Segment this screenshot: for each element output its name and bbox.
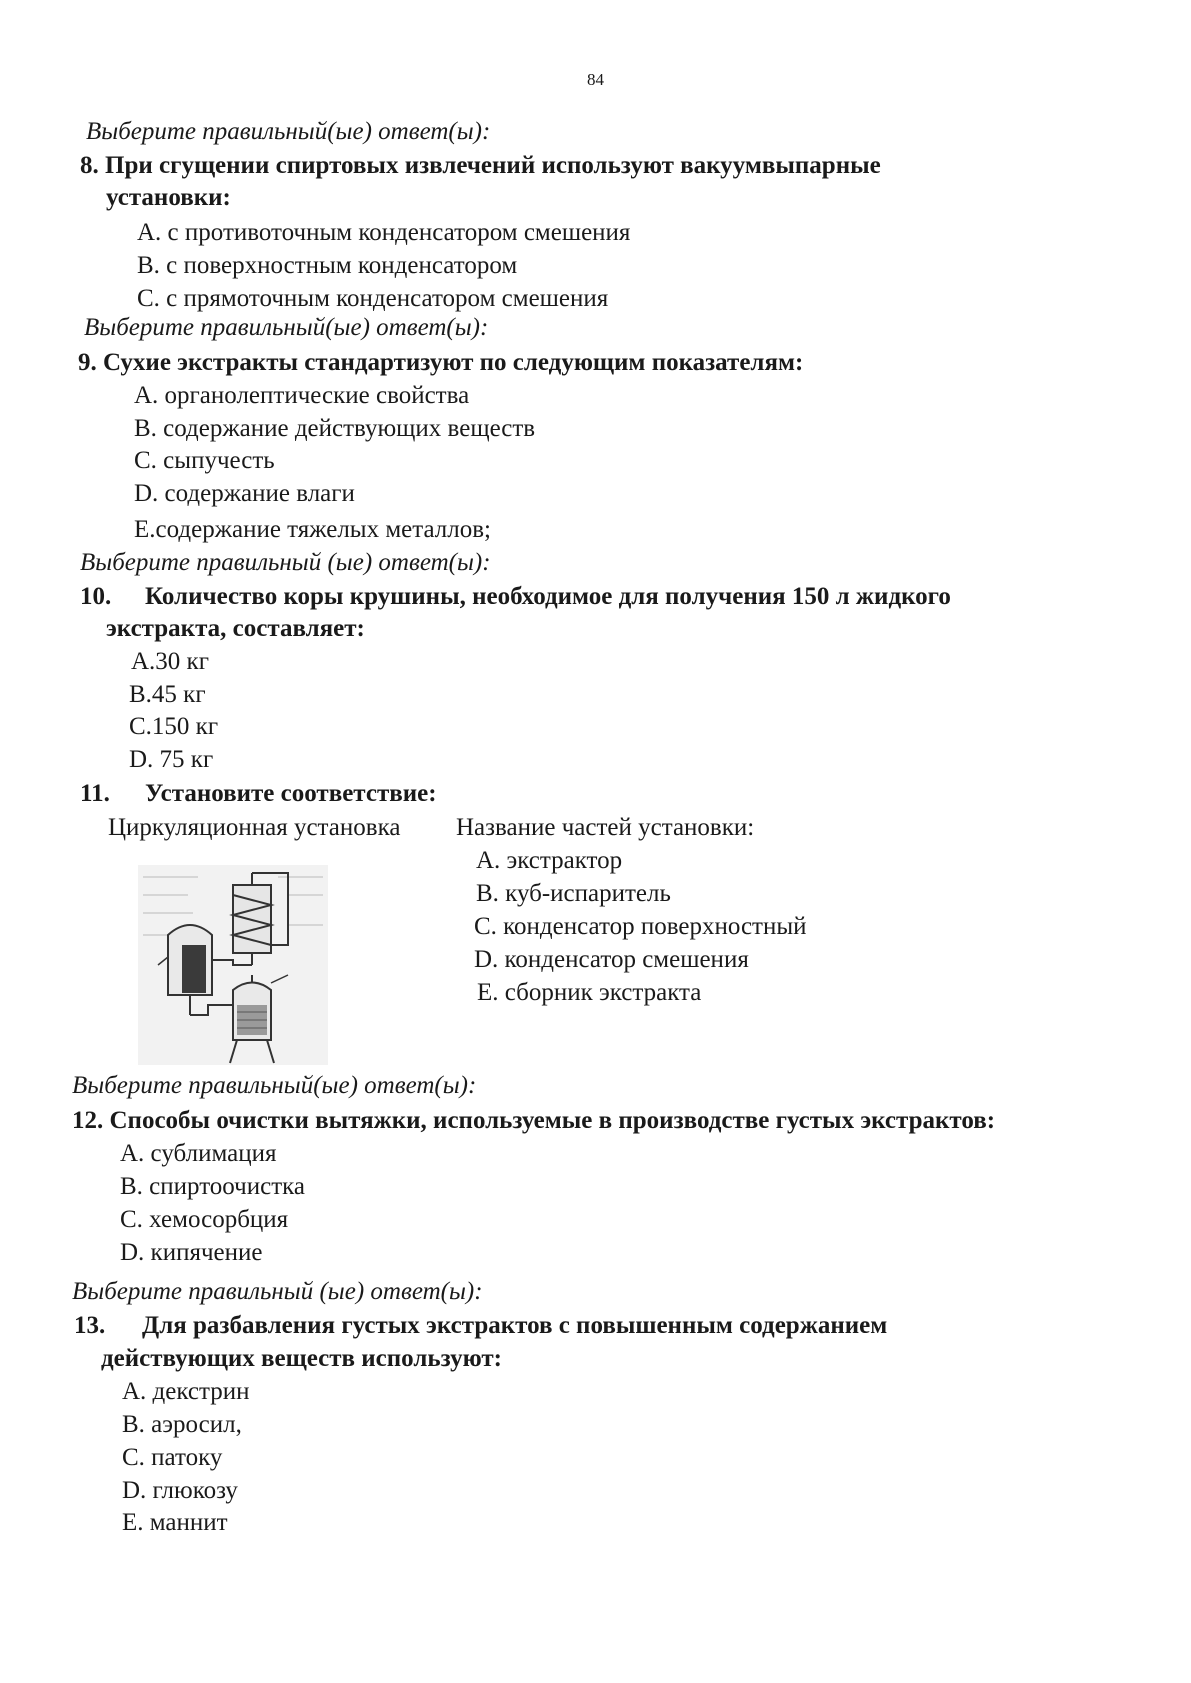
option-e: E.содержание тяжелых металлов; xyxy=(134,516,492,543)
question-11-number: 11. xyxy=(80,780,110,807)
option-a: A.30 кг xyxy=(131,648,209,675)
question-8-line-2: установки: xyxy=(106,184,231,211)
option-c: C. сыпучесть xyxy=(134,447,275,474)
instruction: Выберите правильный(ые) ответ(ы): xyxy=(86,118,491,145)
option-a: A. органолептические свойства xyxy=(134,382,470,409)
option-c: C. патоку xyxy=(122,1444,223,1471)
option-c: C. хемосорбция xyxy=(120,1206,289,1233)
apparatus-label: Циркуляционная установка xyxy=(108,814,401,841)
option-a: A. экстрактор xyxy=(476,847,623,874)
instruction: Выберите правильный (ые) ответ(ы): xyxy=(72,1278,483,1305)
option-e: E. маннит xyxy=(122,1509,228,1536)
option-b: B. с поверхностным конденсатором xyxy=(137,252,518,279)
question-13-line-1: Для разбавления густых экстрактов с повышенным содержанием xyxy=(142,1312,888,1339)
question-12: 12. Способы очистки вытяжки, используемые в производстве густых экстрактов: xyxy=(72,1107,996,1134)
option-c: C.150 кг xyxy=(129,713,219,740)
question-10-line-2: экстракта, составляет: xyxy=(106,615,365,642)
question-9: 9. Сухие экстракты стандартизуют по следующим показателям: xyxy=(78,349,804,376)
option-d: D. 75 кг xyxy=(129,746,214,773)
option-b: B. спиртоочистка xyxy=(120,1173,305,1200)
option-b: B. содержание действующих веществ xyxy=(134,415,536,442)
circulation-apparatus-figure xyxy=(138,865,328,1065)
page-number: 84 xyxy=(587,70,604,89)
question-13-line-2: действующих веществ используют: xyxy=(101,1345,502,1372)
option-d: D. содержание влаги xyxy=(134,480,355,507)
option-c: C. конденсатор поверхностный xyxy=(474,913,807,940)
option-b: B. куб-испаритель xyxy=(476,880,671,907)
condenser-icon xyxy=(233,873,271,965)
instruction: Выберите правильный (ые) ответ(ы): xyxy=(80,549,491,576)
option-a: A. с противоточным конденсатором смешения xyxy=(137,219,631,246)
option-a: A. декстрин xyxy=(122,1378,250,1405)
question-8-line-1: 8. При сгущении спиртовых извлечений используют вакуумвыпарные xyxy=(80,152,881,179)
parts-label: Название частей установки: xyxy=(456,814,755,841)
question-10-line-1: Количество коры крушины, необходимое для получения 150 л жидкого xyxy=(145,583,951,610)
option-d: D. кипячение xyxy=(120,1239,263,1266)
question-10-number: 10. xyxy=(80,583,112,610)
instruction: Выберите правильный(ые) ответ(ы): xyxy=(84,314,489,341)
option-d: D. конденсатор смешения xyxy=(474,946,749,973)
instruction: Выберите правильный(ые) ответ(ы): xyxy=(72,1072,477,1099)
option-d: D. глюкозу xyxy=(122,1477,238,1504)
option-e: E. сборник экстракта xyxy=(477,979,702,1006)
option-b: B.45 кг xyxy=(129,681,206,708)
question-13-number: 13. xyxy=(74,1312,106,1339)
option-c: C. с прямоточным конденсатором смешения xyxy=(137,285,609,312)
option-a: A. сублимация xyxy=(120,1140,277,1167)
question-11: Установите соответствие: xyxy=(145,780,437,807)
option-b: B. аэросил, xyxy=(122,1411,242,1438)
